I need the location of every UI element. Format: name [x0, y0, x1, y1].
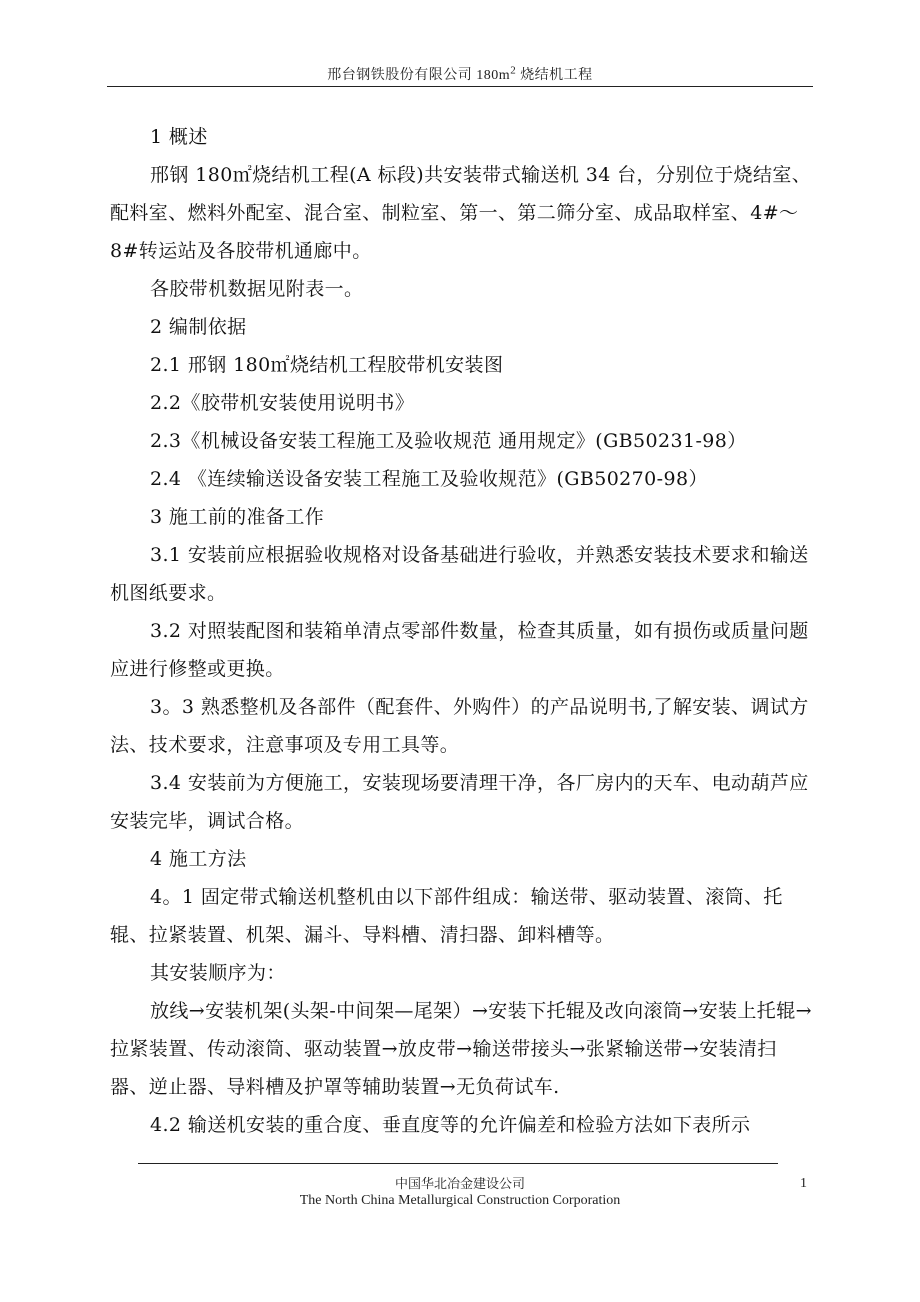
section-heading-overview: 1 概述 [150, 126, 208, 148]
paragraph: 3.1 安装前应根据验收规格对设备基础进行验收，并熟悉安装技术要求和输送机图纸要求。 [110, 544, 809, 604]
paragraph: 3.2 对照装配图和装箱单清点零部件数量，检查其质量，如有损伤或质量问题应进行修整或更换。 [110, 620, 809, 680]
paragraph: 其安装顺序为： [150, 962, 286, 984]
paragraph: 各胶带机数据见附表一。 [150, 278, 364, 300]
paragraph: 3。3 熟悉整机及各部件（配套件、外购件）的产品说明书,了解安装、调试方法、技术要求，注意事项及专用工具等。 [110, 696, 809, 756]
paragraph: 4。1 固定带式输送机整机由以下部件组成：输送带、驱动装置、滚筒、托辊、拉紧装置、机架、漏斗、导料槽、清扫器、卸料槽等。 [110, 886, 783, 946]
paragraph: 2.2《胶带机安装使用说明书》 [150, 392, 415, 414]
paragraph: 2.3《机械设备安装工程施工及验收规范 通用规定》(GB50231-98） [150, 430, 747, 452]
section-heading-method: 4 施工方法 [150, 848, 247, 870]
document-body [110, 118, 814, 1144]
paragraph: 2.1 邢钢 180㎡烧结机工程胶带机安装图 [150, 354, 504, 376]
paragraph: 4.2 输送机安装的重合度、垂直度等的允许偏差和检验方法如下表所示 [150, 1114, 751, 1136]
section-heading-preparation: 3 施工前的准备工作 [150, 506, 325, 528]
footer-company-cn: 中国华北冶金建设公司 [394, 1177, 525, 1192]
header-title-suffix: 烧结机工程 [516, 68, 593, 83]
header-title-prefix: 邢台钢铁股份有限公司 180m [327, 68, 511, 83]
paragraph: 3.4 安装前为方便施工，安装现场要清理干净，各厂房内的天车、电动葫芦应安装完毕，调试合格。 [110, 772, 809, 832]
section-heading-basis: 2 编制依据 [150, 316, 247, 338]
header-rule [107, 86, 813, 87]
paragraph: 放线→安装机架(头架-中间架—尾架）→安装下托辊及改向滚筒→安装上托辊→拉紧装置、传动滚筒、驱动装置→放皮带→输送带接头→张紧输送带→安装清扫器、逆止器、导料槽及护罩等辅助装置→无负荷试车. [110, 1000, 812, 1098]
header-title-superscript: 2 [510, 64, 517, 77]
footer-rule [138, 1163, 778, 1164]
paragraph: 2.4 《连续输送设备安装工程施工及验收规范》(GB50270-98） [150, 468, 708, 490]
paragraph: 邢钢 180㎡烧结机工程(A 标段)共安装带式输送机 34 台，分别位于烧结室、配料室、燃料外配室、混合室、制粒室、第一、第二筛分室、成品取样室、4#～8#转运站及各胶带机通廊中。 [110, 164, 812, 262]
page-header [0, 64, 920, 84]
page-number: 1 [800, 1176, 807, 1191]
footer-company-en: The North China Metallurgical Construction Corporation [299, 1193, 621, 1208]
